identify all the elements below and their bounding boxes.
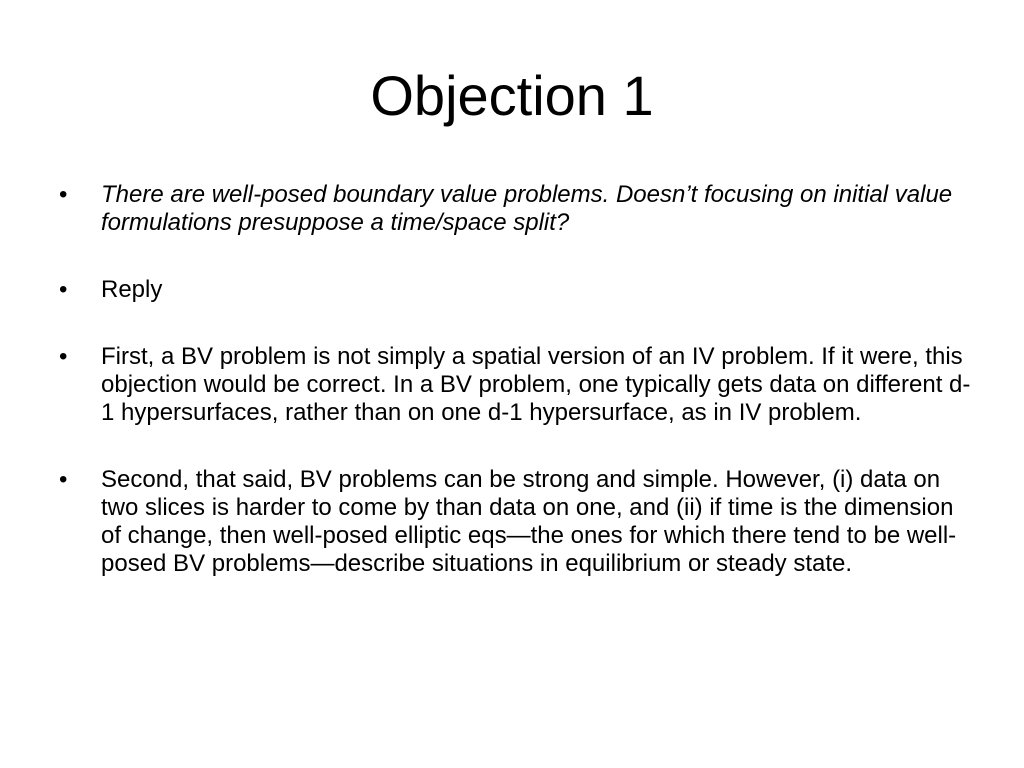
slide-title: Objection 1 <box>370 64 654 127</box>
bullet-text: Reply <box>101 276 163 303</box>
bullet-dot-icon: • <box>59 181 68 208</box>
bullet-item-first <box>56 343 976 427</box>
bullet-text: First, a BV problem is not simply a spatial version of an IV problem. If it were, this objection would be correct. In a BV problem, one typically gets data on different d-1 hypersurfaces, rather than on one d-1 hypersurface, as in IV problem. <box>101 343 971 426</box>
bullet-text: Second, that said, BV problems can be strong and simple. However, (i) data on two slices is harder to come by than data on one, and (ii) if time is the dimension of change, then well-posed elliptic eqs—the ones for which there tend to be well-posed BV problems—describe situations in equilibrium or steady state. <box>101 466 957 577</box>
bullet-text: There are well-posed boundary value problems. Doesn’t focusing on initial value formulations presuppose a time/space split? <box>101 181 953 236</box>
bullet-item-objection <box>56 181 976 237</box>
bullet-item-second <box>56 466 976 578</box>
bullet-item-reply <box>56 276 976 304</box>
bullet-dot-icon: • <box>59 466 68 493</box>
bullet-list <box>56 181 976 617</box>
bullet-dot-icon: • <box>59 343 68 370</box>
bullet-dot-icon: • <box>59 276 68 303</box>
